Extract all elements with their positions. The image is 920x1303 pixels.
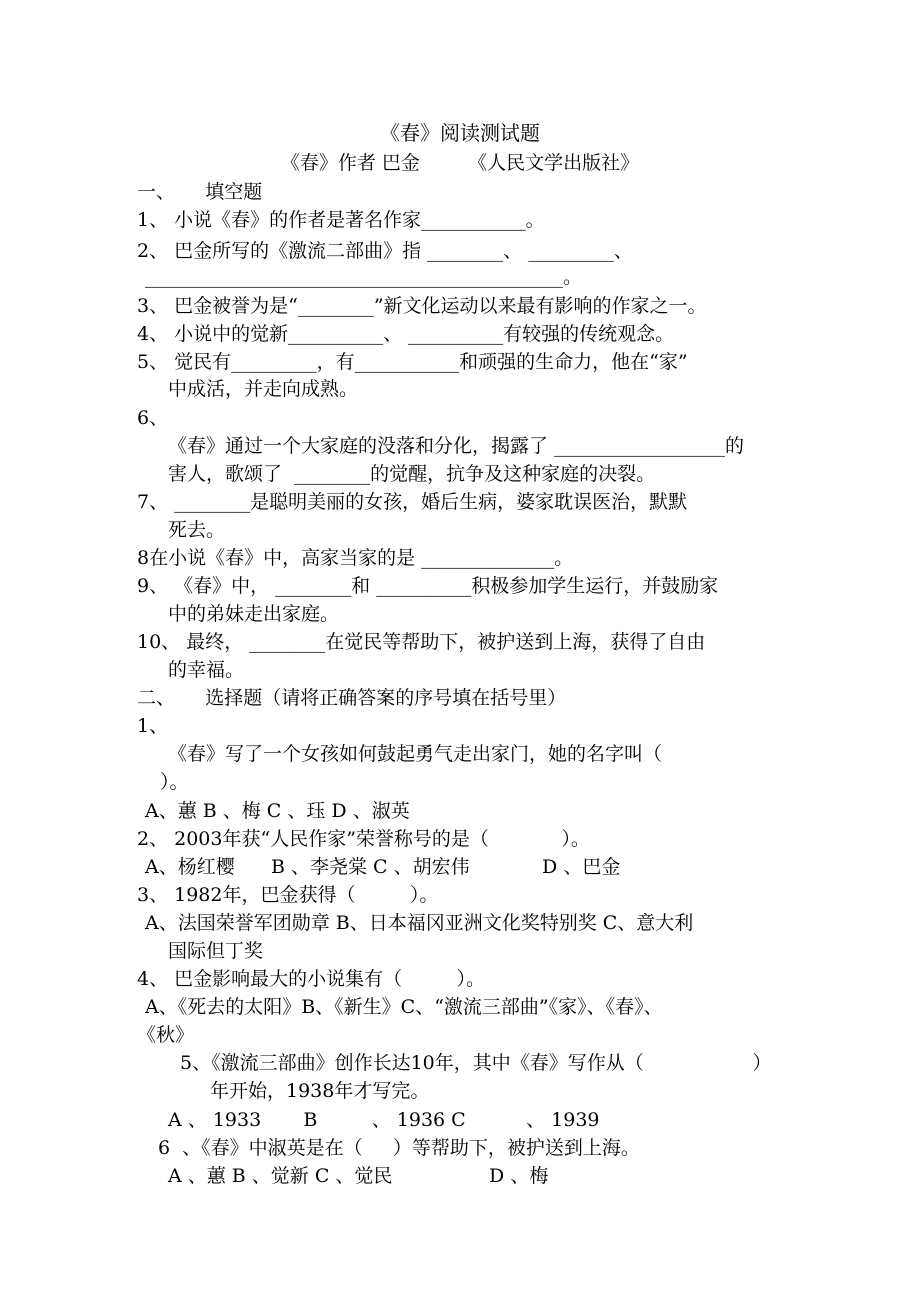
question-line: 8在小说《春》中，高家当家的是 ______________。 <box>137 547 574 569</box>
answer-options: A、蕙 B 、梅 C 、珏 D 、淑英 <box>145 800 410 822</box>
answer-options: A 、 1933 B 、 1936 C 、 1939 <box>168 1109 600 1131</box>
question-line: 9、 《春》中， ________和 __________积极参加学生运行，并鼓励家 <box>137 575 719 597</box>
question-line: 2、 巴金所写的《激流二部曲》指 ________、 _________、 <box>137 240 633 262</box>
question-line: 的幸福。 <box>168 659 245 681</box>
question-line: 《春》通过一个大家庭的没落和分化，揭露了 __________________的 <box>168 435 745 457</box>
question-line: 10、 最终， ________在觉民等帮助下，被护送到上海，获得了自由 <box>137 631 706 653</box>
question-line: 3、 1982年，巴金获得（ ）。 <box>137 884 439 906</box>
question-line: 死去。 <box>168 519 226 541</box>
question-line: ）。 <box>160 771 189 793</box>
question-line: 7、 ________是聪明美丽的女孩，婚后生病，婆家耽误医治，默默 <box>137 491 688 513</box>
question-line: 5、《激流三部曲》创作长达10年，其中《春》写作从（ ） <box>180 1052 772 1074</box>
question-line: 1、 小说《春》的作者是著名作家___________。 <box>137 209 545 231</box>
question-line: 6 、《春》中淑英是在（ ）等帮助下，被护送到上海。 <box>158 1137 640 1159</box>
answer-options: A 、蕙 B 、觉新 C 、觉民 D 、梅 <box>168 1165 549 1187</box>
question-line: 6、 <box>137 407 169 429</box>
section-heading-choice: 二、 选择题（请将正确答案的序号填在括号里） <box>137 687 567 709</box>
question-line: 害人，歌颂了 ________的觉醒，抗争及这种家庭的决裂。 <box>168 463 656 485</box>
document-title: 《春》阅读测试题 <box>380 121 540 145</box>
question-line: 2、 2003年获“人民作家”荣誉称号的是（ ）。 <box>137 828 590 850</box>
question-line: 1、 <box>137 715 169 737</box>
answer-options: 国际但丁奖 <box>168 940 264 962</box>
question-line: 年开始，1938年才写完。 <box>210 1080 430 1102</box>
answer-options: A、《死去的太阳》B、《新生》C、“激流三部曲”《家》、《春》、 <box>145 996 663 1018</box>
question-line: 《春》写了一个女孩如何鼓起勇气走出家门，她的名字叫（ <box>168 743 663 765</box>
question-line: 3、 巴金被誉为是“________”新文化运动以来最有影响的作家之一。 <box>137 295 707 317</box>
question-line: 4、 巴金影响最大的小说集有（ ）。 <box>137 968 485 990</box>
section-heading-fill-in: 一、 填空题 <box>137 181 263 203</box>
answer-options: A、法国荣誉军团勋章 B、日本福冈亚洲文化奖特别奖 C、意大利 <box>145 912 694 934</box>
question-line: 中成活，并走向成熟。 <box>168 378 359 400</box>
document-subtitle: 《春》作者 巴金 《人民文学出版社》 <box>280 152 640 174</box>
question-line: 5、 觉民有_________，有___________和顽强的生命力，他在“家” <box>137 351 688 373</box>
question-line: 4、 小说中的觉新__________、 __________有较强的传统观念。 <box>137 323 675 345</box>
question-line: ____________________________________________。 <box>145 266 583 288</box>
answer-options: A、杨红樱 B 、李尧棠 C 、胡宏伟 D 、巴金 <box>145 856 621 878</box>
question-line: 中的弟妹走出家庭。 <box>168 603 340 625</box>
answer-options: 《秋》 <box>137 1024 195 1046</box>
